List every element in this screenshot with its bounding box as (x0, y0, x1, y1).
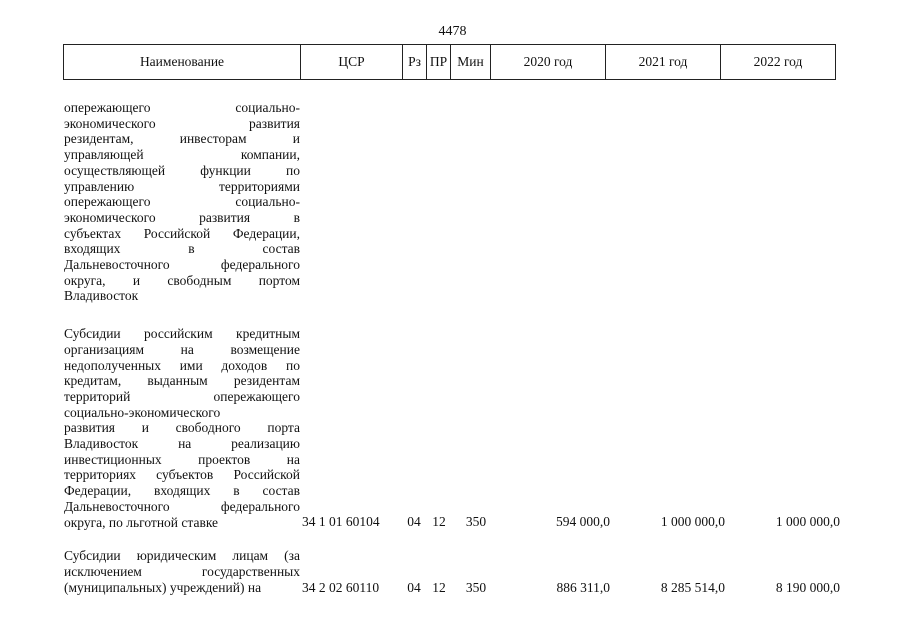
row-rz: 04 (407, 579, 421, 595)
header-rz: Рз (403, 45, 427, 80)
row-name-line: инвестиционных проектов на (64, 451, 300, 467)
row-pr: 12 (432, 514, 446, 530)
page-number: 4478 (438, 24, 467, 39)
row-name-line: опережающего социально- (64, 194, 300, 210)
row-name-line: исключением государственных (64, 563, 300, 579)
row-name-line: Дальневосточного федерального (64, 257, 300, 273)
row-name-line: резидентам, инвесторам и (64, 131, 300, 147)
header-csr: ЦСР (301, 45, 403, 80)
row-value-2020: 886 311,0 (556, 579, 610, 595)
row-min: 350 (465, 579, 487, 595)
header-min: Мин (451, 45, 491, 80)
row-name-line: Субсидии российским кредитным (64, 326, 300, 342)
row-csr: 34 1 01 60104 (302, 514, 380, 530)
row-name-line: Дальневосточного федерального (64, 498, 300, 514)
header-2020: 2020 год (491, 45, 606, 80)
row-name-line: осуществляющей функции по (64, 162, 300, 178)
row-name-line: Субсидии юридическим лицам (за (64, 548, 300, 564)
row-name-line: организациям на возмещение (64, 341, 300, 357)
row-csr: 34 2 02 60110 (302, 579, 380, 595)
row-name (64, 548, 300, 595)
header-name: Наименование (64, 45, 301, 80)
header-2021: 2021 год (606, 45, 721, 80)
row-name-line: субъектах Российской Федерации, (64, 225, 300, 241)
header-pr: ПР (427, 45, 451, 80)
row-name-line: округа, по льготной ставке (64, 514, 219, 530)
row-name-line: экономического развития (64, 115, 300, 131)
row-name-line: управлению территориями (64, 178, 300, 194)
row-name-line: территорий опережающего (64, 388, 300, 404)
row-name-line: входящих в состав (64, 241, 300, 257)
row-name-line: социально-экономического (64, 404, 221, 420)
row-value-2021: 8 285 514,0 (660, 579, 725, 595)
row-value-2022: 8 190 000,0 (775, 579, 840, 595)
row-min: 350 (465, 514, 487, 530)
row-name-line: Федерации, входящих в состав (64, 483, 300, 499)
row-name-line: кредитам, выданным резидентам (64, 373, 300, 389)
row-name-line: Владивосток (64, 288, 139, 304)
row-name-line: недополученных ими доходов по (64, 357, 300, 373)
table-header (63, 44, 836, 80)
row-rz: 04 (407, 514, 421, 530)
row-name (64, 100, 300, 304)
row-value-2020: 594 000,0 (556, 514, 610, 530)
row-name-line: развития и свободного порта (64, 420, 300, 436)
header-2022: 2022 год (721, 45, 836, 80)
row-pr: 12 (432, 579, 446, 595)
row-name-line: округа, и свободным портом (64, 272, 300, 288)
row-name-line: экономического развития в (64, 209, 300, 225)
row-name-line: территориях субъектов Российской (64, 467, 300, 483)
row-name-line: (муниципальных) учреждений) на (64, 579, 262, 595)
row-name-line: управляющей компании, (64, 147, 300, 163)
row-name-line: Владивосток на реализацию (64, 436, 300, 452)
row-value-2021: 1 000 000,0 (660, 514, 725, 530)
row-value-2022: 1 000 000,0 (775, 514, 840, 530)
row-name-line: опережающего социально- (64, 100, 300, 115)
row-name (64, 326, 300, 530)
